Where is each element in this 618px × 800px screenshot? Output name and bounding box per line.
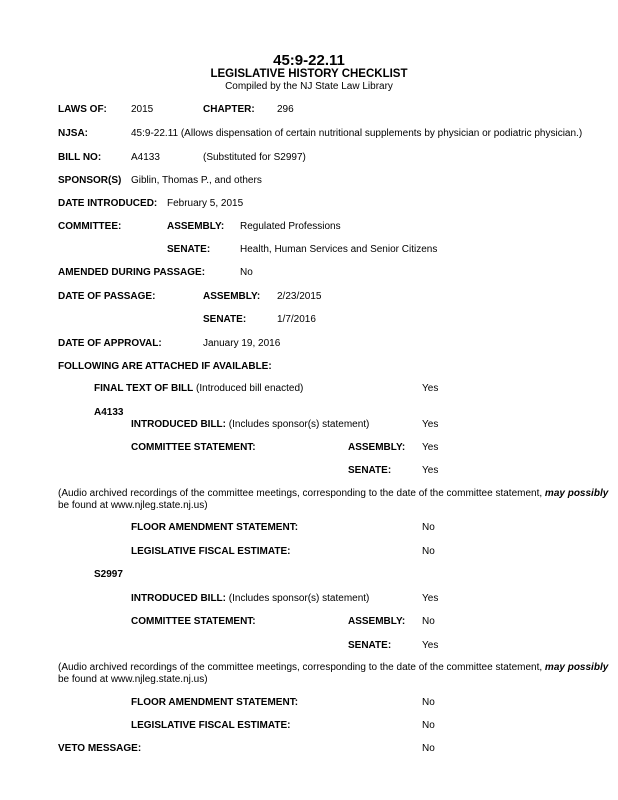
amended-label: AMENDED DURING PASSAGE:: [58, 267, 206, 278]
floor-amendment-label: FLOOR AMENDMENT STATEMENT:: [131, 522, 299, 533]
introduced-bill-row: [131, 419, 369, 431]
statement-assembly-label: ASSEMBLY:: [348, 442, 406, 453]
date-of-approval-value: January 19, 2016: [203, 338, 281, 349]
sponsors-value: Giblin, Thomas P., and others: [131, 175, 262, 186]
compiled-by: Compiled by the NJ State Law Library: [225, 81, 393, 92]
audio-archive-note: [58, 488, 618, 512]
final-text-note: (Introduced bill enacted): [196, 383, 304, 394]
attached-heading: FOLLOWING ARE ATTACHED IF AVAILABLE:: [58, 361, 272, 372]
chapter-value: 296: [277, 104, 294, 115]
audio-note-link[interactable]: be found at www.njleg.state.nj.us): [58, 674, 208, 685]
statement-senate-label: SENATE:: [348, 465, 392, 476]
date-of-approval-label: DATE OF APPROVAL:: [58, 338, 162, 349]
introduced-bill-label: INTRODUCED BILL:: [131, 419, 226, 430]
final-text-label: FINAL TEXT OF BILL: [94, 383, 194, 394]
date-introduced-value: February 5, 2015: [167, 198, 244, 209]
floor-amendment-value: No: [422, 697, 435, 708]
introduced-bill-row: [131, 593, 369, 605]
bill-no-value: A4133: [131, 152, 160, 163]
bill-id: A4133: [94, 407, 124, 418]
floor-amendment-value: No: [422, 522, 435, 533]
final-text-value: Yes: [422, 383, 439, 394]
audio-archive-note: [58, 662, 618, 686]
bill-no-label: BILL NO:: [58, 152, 102, 163]
committee-statement-label: COMMITTEE STATEMENT:: [131, 616, 256, 627]
passage-senate-label: SENATE:: [203, 314, 247, 325]
chapter-label: CHAPTER:: [203, 104, 255, 115]
amended-value: No: [240, 267, 253, 278]
audio-note-text: (Audio archived recordings of the committee meetings, corresponding to the date of the committee statement,: [58, 488, 543, 499]
introduced-bill-note: (Includes sponsor(s) statement): [228, 419, 370, 430]
passage-senate-value: 1/7/2016: [277, 314, 316, 325]
committee-assembly-label: ASSEMBLY:: [167, 221, 225, 232]
statement-senate-value: Yes: [422, 640, 439, 651]
committee-senate-label: SENATE:: [167, 244, 211, 255]
committee-assembly-value: Regulated Professions: [240, 221, 341, 232]
date-introduced-label: DATE INTRODUCED:: [58, 198, 158, 209]
audio-note-emphasis: may possibly: [544, 662, 609, 673]
statement-assembly-value: Yes: [422, 442, 439, 453]
sponsors-label: SPONSOR(S): [58, 175, 122, 186]
veto-message-value: No: [422, 743, 435, 754]
audio-note-text: (Audio archived recordings of the committee meetings, corresponding to the date of the committee statement,: [58, 662, 543, 673]
introduced-bill-note: (Includes sponsor(s) statement): [228, 593, 370, 604]
njsa-label: NJSA:: [58, 128, 89, 139]
fiscal-estimate-label: LEGISLATIVE FISCAL ESTIMATE:: [131, 546, 291, 557]
audio-note-emphasis: may possibly: [544, 488, 609, 499]
committee-senate-value: Health, Human Services and Senior Citizens: [240, 244, 438, 255]
veto-message-label: VETO MESSAGE:: [58, 743, 142, 754]
passage-assembly-value: 2/23/2015: [277, 291, 322, 302]
laws-of-value: 2015: [131, 104, 154, 115]
statement-assembly-value: No: [422, 616, 435, 627]
page-title: LEGISLATIVE HISTORY CHECKLIST: [210, 68, 408, 80]
fiscal-estimate-label: LEGISLATIVE FISCAL ESTIMATE:: [131, 720, 291, 731]
date-of-passage-label: DATE OF PASSAGE:: [58, 291, 156, 302]
introduced-bill-value: Yes: [422, 419, 439, 430]
bill-id: S2997: [94, 569, 123, 580]
passage-assembly-label: ASSEMBLY:: [203, 291, 261, 302]
njsa-value: 45:9-22.11 (Allows dispensation of certain nutritional supplements by physician or podiatric physician.): [131, 128, 583, 139]
statement-senate-label: SENATE:: [348, 640, 392, 651]
audio-note-link[interactable]: be found at www.njleg.state.nj.us): [58, 500, 208, 511]
laws-of-label: LAWS OF:: [58, 104, 107, 115]
statement-assembly-label: ASSEMBLY:: [348, 616, 406, 627]
fiscal-estimate-value: No: [422, 546, 435, 557]
final-text-row: [94, 383, 303, 395]
floor-amendment-label: FLOOR AMENDMENT STATEMENT:: [131, 697, 299, 708]
introduced-bill-label: INTRODUCED BILL:: [131, 593, 226, 604]
bill-substitution-note: (Substituted for S2997): [203, 152, 306, 163]
statute-title: 45:9-22.11: [273, 52, 345, 69]
committee-label: COMMITTEE:: [58, 221, 122, 232]
committee-statement-label: COMMITTEE STATEMENT:: [131, 442, 256, 453]
introduced-bill-value: Yes: [422, 593, 439, 604]
statement-senate-value: Yes: [422, 465, 439, 476]
fiscal-estimate-value: No: [422, 720, 435, 731]
